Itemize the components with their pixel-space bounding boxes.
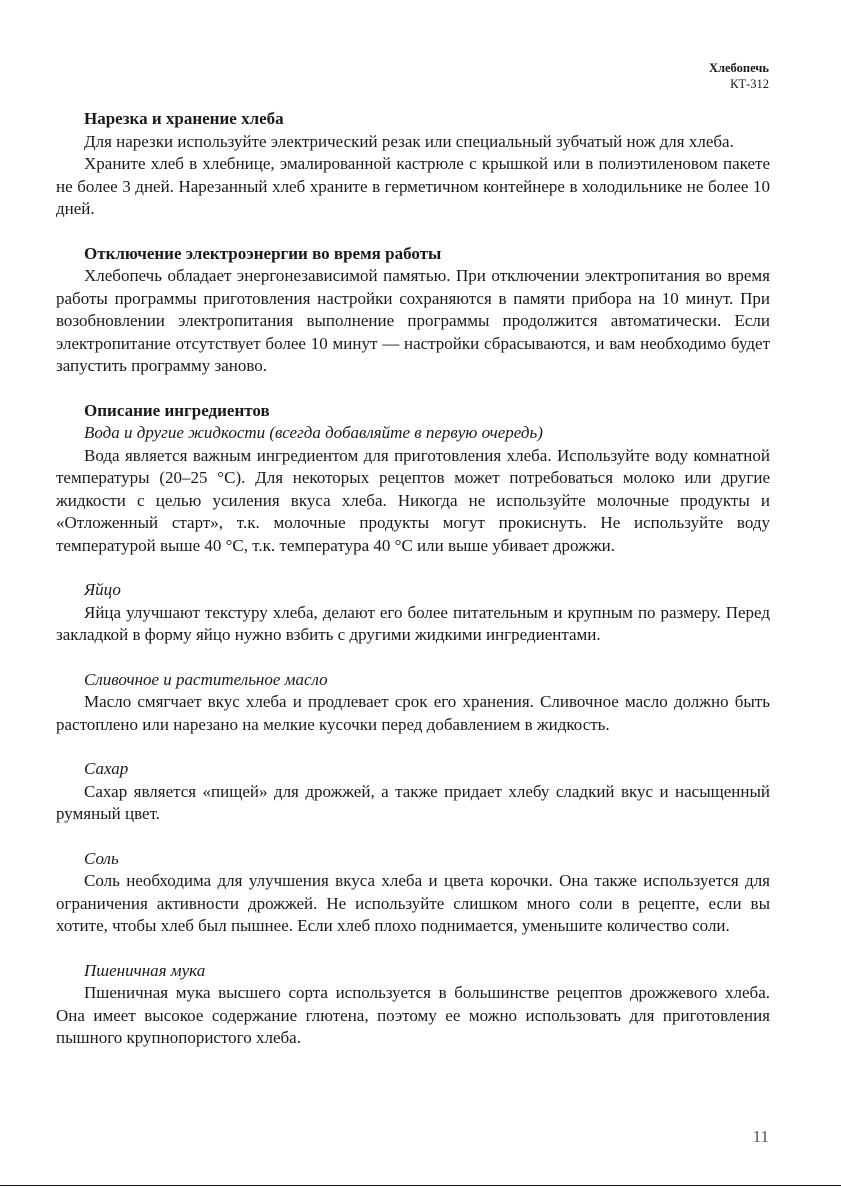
- ingredient-flour: [56, 960, 770, 1050]
- paragraph: Вода является важным ингредиентом для приготовления хлеба. Используйте воду комнатной температуры (20–25 °С). Для некоторых рецептов может потребоваться молоко или другие жидкости с целью усиления вкуса хлеба. Никогда не используйте молочные продукты и «Отложенный старт», т.к. молочные продукты могут прокиснуть. Не используйте воду температурой выше 40 °С, т.к. температура 40 °С или выше убивает дрожжи.: [56, 445, 770, 555]
- ingredient-egg: [56, 579, 770, 647]
- section-slicing: [56, 108, 770, 221]
- paragraph: Хлебопечь обладает энергонезависимой памятью. При отключении электропитания во время работы программы приготовления настройки сохраняются в памяти прибора на 10 минут. При возобновлении электропитания выполнение программы продолжится автоматически. Если электропитание отсутствует более 10 минут — настройки сбрасываются, и вам необходимо будет запустить программу заново.: [56, 266, 770, 375]
- paragraph: Яйца улучшают текстуру хлеба, делают его более питательным и крупным по размеру. Перед закладкой в форму яйцо нужно взбить с другими жидкими ингредиентами.: [56, 602, 770, 644]
- ingredient-title: Вода и другие жидкости (всегда добавляйте в первую очередь): [84, 423, 543, 442]
- header-product: Хлебопечь: [708, 61, 769, 75]
- section-power: [56, 243, 770, 378]
- paragraph: Масло смягчает вкус хлеба и продлевает срок его хранения. Сливочное масло должно быть растоплено или нарезано на мелкие кусочки перед добавлением в жидкость.: [56, 692, 770, 734]
- page-content: [56, 108, 770, 1072]
- paragraph: Пшеничная мука высшего сорта используется в большинстве рецептов дрожжевого хлеба. Она имеет высокое содержание глютена, поэтому ее можно использовать для приготовления пышного крупнопористого хлеба.: [56, 983, 770, 1047]
- ingredient-butter: [56, 669, 770, 737]
- ingredient-title: Сливочное и растительное масло: [84, 669, 328, 689]
- page-number: 11: [752, 1127, 769, 1146]
- ingredient-title: Соль: [84, 848, 119, 868]
- paragraph: Соль необходима для улучшения вкуса хлеба и цвета корочки. Она также используется для ограничения активности дрожжей. Не используйте слишком много соли в рецепте, если вы хотите, чтобы хлеб был пышнее. Если хлеб плохо поднимается, уменьшите количество соли.: [56, 871, 770, 935]
- section-title: Описание ингредиентов: [84, 400, 270, 420]
- paragraph: Для нарезки используйте электрический резак или специальный зубчатый нож для хлеба.: [84, 131, 734, 151]
- ingredient-sugar: [56, 758, 770, 826]
- header-model: КТ-312: [730, 77, 769, 91]
- section-title: Нарезка и хранение хлеба: [84, 109, 284, 128]
- ingredient-title: Яйцо: [84, 580, 121, 599]
- paragraph: Сахар является «пищей» для дрожжей, а также придает хлебу сладкий вкус и насыщенный румяный цвет.: [56, 781, 770, 823]
- ingredient-title: Сахар: [84, 759, 129, 778]
- section-title: Отключение электроэнергии во время работы: [84, 243, 442, 263]
- section-ingredients: [56, 400, 770, 1050]
- ingredient-water: [56, 422, 770, 557]
- bottom-rule: [0, 1185, 841, 1186]
- page-header: [709, 60, 769, 92]
- ingredient-salt: [56, 848, 770, 938]
- ingredient-title: Пшеничная мука: [84, 960, 206, 980]
- paragraph: Храните хлеб в хлебнице, эмалированной кастрюле с крышкой или в полиэтиленовом пакете не более 3 дней. Нарезанный хлеб храните в герметичном контейнере в холодильнике не более 10 дней.: [56, 154, 770, 218]
